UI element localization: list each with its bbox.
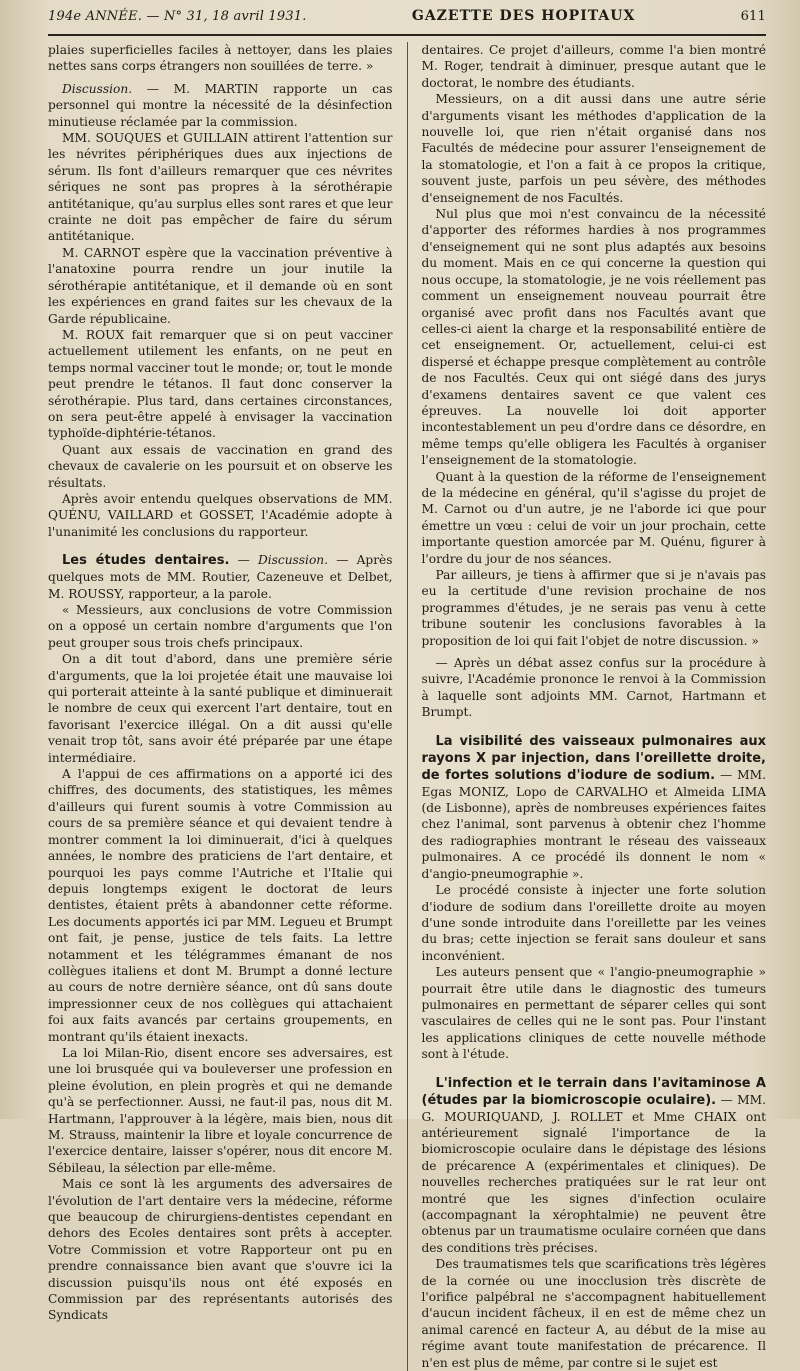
paragraph: Des traumatismes tels que scarifications très légères de la cornée ou une inocclusion très discrète de l'orifice palpébral ne s'accompagnent habituellement d'aucun incident fâcheux, il en est de même chez un animal carencé en facteur A, au début de la mise au régime avant toute manifestation de précarence. Il n'en est plus de même, par contre si le sujet est: [421, 1257, 766, 1370]
paragraph-text: — MM. G. MOURIQUAND, J. ROLLET et Mme CHAIX ont antérieurement signalé l'importance de la biomicroscopie oculaire dans le dépistage des lésions de précarence A (expérimentales et cliniques). De nouvelles recherches pratiquées sur le rat leur ont montré que les signes d'infection oculaire (accompagnant la xérophtalmie) ne peuvent être obtenus par un traumatisme oculaire cornéen que dans des conditions très précises.: [421, 1092, 766, 1255]
section-intro: Les études dentaires. — Discussion. — Après quelques mots de MM. Routier, Cazeneuve et Delbet, M. ROUSSY, rapporteur, a la parole.: [48, 553, 393, 601]
paragraph-text: — Après quelques mots de MM. Routier, Cazeneuve et Delbet, M. ROUSSY, rapporteur, a la parole.: [48, 553, 393, 601]
journal-title: GAZETTE DES HOPITAUX: [411, 8, 636, 24]
paragraph: M. ROUX fait remarquer que si on peut vacciner actuellement utilement les enfants, on ne peut en temps normal vacciner tout le monde; or, tout le monde peut prendre le tétanos. Il faut donc conserver la sérothérapie. Plus tard, dans certaines circonstances, on sera peut-être appelé à envisager la vaccination typhoïde-diphtérie-tétanos.: [48, 327, 393, 441]
paragraph: On a dit tout d'abord, dans une première série d'arguments, que la loi projetée était une mauvaise loi qui porterait atteinte à la santé publique et diminuerait le nombre de ceux qui exercent l'art dentaire, tout en favorisant l'exercice illégal. On a dit aussi qu'elle venait trop tôt, sans avoir été préparée par une étape intermédiaire.: [48, 652, 393, 765]
section-intro: [422, 1075, 767, 1257]
discussion-label: Discussion.: [62, 81, 133, 96]
section-title-avitaminosis: L'infection et le terrain dans l'avitaminose A (études par la biomicroscopie oculaire).: [421, 1075, 766, 1108]
paragraph: A l'appui de ces affirmations on a apporté ici des chiffres, des documents, des statistiques, les mêmes d'ailleurs qui furent soumis à votre Commission au cours de sa première séance et qui devaient tendre à montrer comment la loi diminuerait, d'ici à quelques années, le nombre des praticiens de l'art dentaire, et pourquoi les pays comme l'Autriche et l'Italie qui depuis longtemps exigent le doctorat de leurs dentistes, étaient prêts à abandonner cette réforme. Les documents apportés ici par MM. Legueu et Brumpt ont fait, je pense, justice de tels faits. La lettre notamment et les télégrammes émanant de nos collègues italiens et dont M. Brumpt a donné lecture au cours de notre dernière séance, ont dû sans doute impressionner ceux de nos collègues qui attachaient foi aux faits avancés par certains groupements, en montrant qu'ils étaient inexacts.: [48, 767, 393, 1044]
article-columns: [48, 42, 766, 1371]
paragraph: Les auteurs pensent que « l'angio-pneumographie » pourrait être utile dans le diagnostic des tumeurs pulmonaires en permettant de séparer celles qui sont vasculaires de celles qui ne le sont pas. Pour l'instant les applications cliniques de cette nouvelle méthode sont à l'étude.: [421, 965, 766, 1062]
paragraph-text: — M. MARTIN rapporte un cas personnel qui montre la nécessité de la désinfection minutieuse réclamée par la commission.: [48, 81, 393, 129]
paragraph: La loi Milan-Rio, disent encore ses adversaires, est une loi brusquée qui va bouleverser une profession en pleine évolution, en plein progrès et qui ne demande qu'à se perfectionner. Aussi, ne faut-il pas, nous dit M. Hartmann, l'approuver à la légère, mais bien, nous dit M. Strauss, maintenir la libre et loyale concurrence de l'exercice dentaire, laisser s'opérer, nous dit encore M. Sébileau, la sélection par elle-même.: [48, 1045, 393, 1175]
page-number: 611: [740, 9, 766, 24]
paragraph: Par ailleurs, je tiens à affirmer que si je n'avais pas eu la certitude d'une revision prochaine de nos programmes d'études, je ne serais pas venu à cette tribune soutenir les conclusions favorables à la proposition de loi qui fait l'objet de notre discussion. »: [421, 568, 766, 648]
paragraph: Après avoir entendu quelques observations de MM. QUÉNU, VAILLARD et GOSSET, l'Académie adopte à l'unanimité les conclusions du rapporteur.: [48, 491, 393, 539]
section-intro: [422, 733, 767, 882]
issue-info: 194e ANNÉE. — N° 31, 18 avril 1931.: [48, 9, 307, 24]
column-divider: [407, 42, 408, 1371]
paragraph: MM. SOUQUES et GUILLAIN attirent l'attention sur les névrites périphériques dues aux injections de sérum. Ils font d'ailleurs remarquer que ces névrites sériques ne sont pas propres à la sérothérapie antitétanique, qu'au surplus elles sont rares et que leur crainte ne doit pas empêcher de faire du sérum antitétanique.: [48, 131, 393, 244]
right-column: [422, 42, 767, 1371]
discussion-label: Discussion.: [257, 553, 329, 568]
page-header: [48, 8, 766, 32]
paragraph: Le procédé consiste à injecter une forte solution d'iodure de sodium dans l'oreillette droite au moyen d'une sonde introduite dans l'oreillette par les veines du bras; cette injection se ferait sans douleur et sans inconvénient.: [421, 883, 766, 963]
paragraph: Messieurs, on a dit aussi dans une autre série d'arguments visant les méthodes d'application de la nouvelle loi, que rien n'était organisé dans nos Facultés de médecine pour assurer l'enseignement de la stomatologie, et l'on a fait à ce propos la critique, souvent juste, parfois un peu sévère, des méthodes d'enseignement de nos Facultés.: [421, 92, 766, 205]
paragraph: Nul plus que moi n'est convaincu de la nécessité d'apporter des réformes hardies à nos programmes d'enseignement qui ne sont plus adaptés aux besoins du moment. Mais en ce qui concerne la question qui nous occupe, la stomatologie, je ne vois réellement pas comment un enseignement nouveau pourrait être organisé avec profit dans nos Facultés avant que celles-ci aient la charge et la responsabilité entière de cet enseignement. Or, actuellement, celui-ci est dispersé et échappe presque complètement au contrôle de nos Facultés. Ceux qui ont siégé dans des jurys d'examens dentaires savent ce que valent ces épreuves. La nouvelle loi doit apporter incontestablement un peu d'ordre dans ce désordre, en même temps qu'elle obligera les Facultés à organiser l'enseignement de la stomatologie.: [421, 207, 766, 468]
paragraph-text: — MM. Egas MONIZ, Lopo de CARVALHO et Almeida LIMA (de Lisbonne), après de nombreuses expériences faites chez l'animal, sont parvenus à obtenir chez l'homme des radiographies montrant le réseau des vaisseaux pulmonaires. A ce procédé ils donnent le nom « d'angio-pneumographie ».: [421, 767, 766, 881]
section-title-pulmonary: La visibilité des vaisseaux pulmonaires aux rayons X par injection, dans l'oreillette droite, de fortes solutions d'iodure de sodium.: [421, 733, 766, 783]
paragraph: Quant aux essais de vaccination en grand des chevaux de cavalerie on les poursuit et on observe les résultats.: [48, 442, 393, 490]
paragraph: — Après un débat assez confus sur la procédure à suivre, l'Académie prononce le renvoi à la Commission à laquelle sont adjoints MM. Carnot, Hartmann et Brumpt.: [421, 656, 766, 720]
paragraph: Quant à la question de la réforme de l'enseignement de la médecine en général, qu'il s'agisse du projet de M. Carnot ou d'un autre, je ne l'aborde ici que pour émettre un vœu : celui de voir un jour prochain, cette importante question amorcée par M. Quénu, figurer à l'ordre du jour de nos séances.: [421, 469, 766, 566]
paragraph: dentaires. Ce projet d'ailleurs, comme l'a bien montré M. Roger, tendrait à diminuer, presque autant que le doctorat, le nombre des étudiants.: [421, 43, 766, 90]
header-rule: [48, 34, 766, 36]
paragraph: [48, 81, 393, 130]
paragraph: « Messieurs, aux conclusions de votre Commission on a opposé un certain nombre d'arguments que l'on peut grouper sous trois chefs principaux.: [48, 603, 393, 650]
paragraph: plaies superficielles faciles à nettoyer, dans les plaies nettes sans corps étrangers non souillées de terre. »: [48, 43, 393, 74]
paragraph: M. CARNOT espère que la vaccination préventive à l'anatoxine pourra rendre un jour inutile la sérothérapie antitétanique, et il demande où en sont les expériences en grand faites sur les chevaux de la Garde républicaine.: [48, 245, 393, 326]
section-title-dental: Les études dentaires.: [62, 553, 230, 569]
left-column: [48, 42, 393, 1371]
paragraph: Mais ce sont là les arguments des adversaires de l'évolution de l'art dentaire vers la médecine, réforme que beaucoup de chirurgiens-dentistes cependant en dehors des Ecoles dentaires sont prêts à accepter. Votre Commission et votre Rapporteur ont pu en prendre connaissance bien avant que s'ouvre ici la discussion puisqu'ils nous ont été exposés en Commission par des représentants autorisés des Syndicats: [48, 1177, 393, 1323]
